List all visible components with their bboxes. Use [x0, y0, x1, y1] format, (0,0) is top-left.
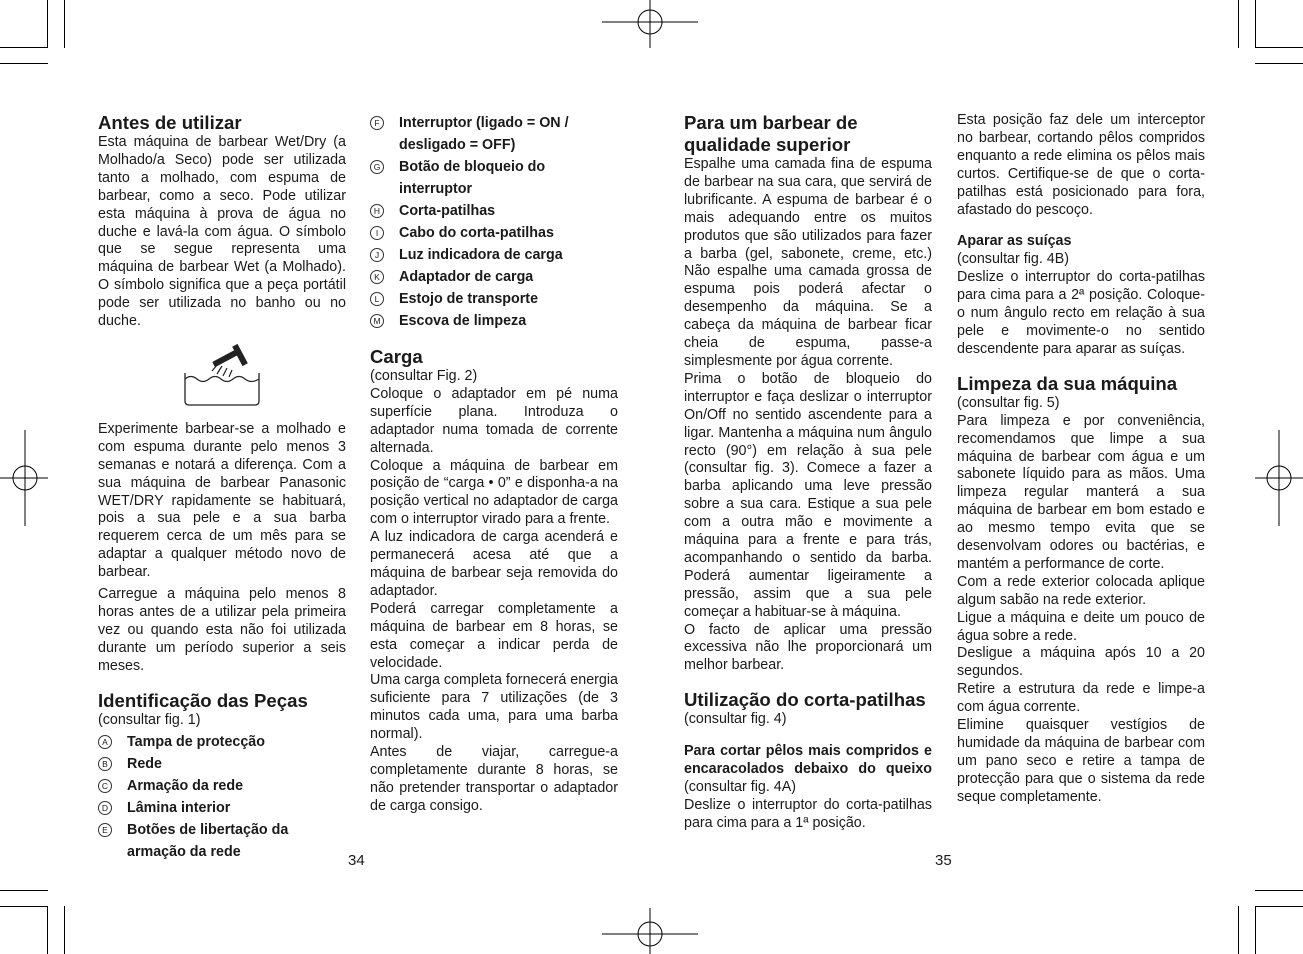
paragraph: Espalhe uma camada fina de espuma de barbear na sua cara, que servirá de lubrificante. A espuma de barbear é o mais adequando entre os muitos produtos que são utilizados para fazer a barba (gel, sabonete, creme, etc.) Não espalhe uma camada grossa de espuma pois poderá afectar o desempenho da máquina. Se a cabeça da máquina de barbear ficar cheia de espuma, passe-a simplesmente por água corrente. — [684, 156, 932, 369]
circled-letter: A — [98, 735, 112, 749]
list-item — [98, 731, 346, 753]
list-item — [370, 244, 618, 266]
paragraph: Retire a estrutura da rede e limpe-a com água corrente. — [957, 681, 1205, 716]
heading-antes-de-utilizar: Antes de utilizar — [98, 112, 242, 133]
crop-mark-icon — [47, 906, 48, 954]
paragraph: Esta posição faz dele um interceptor no barbear, cortando pêlos compridos enquanto a rede elimina os pêlos mais curtos. Certifique-se de que o corta-patilhas está posicionado para fora, afastado do pescoço. — [957, 112, 1205, 218]
figure-reference: (consultar fig. 1) — [98, 711, 201, 728]
page-number-right: 35 — [935, 852, 952, 869]
crop-mark-icon — [47, 0, 48, 48]
circled-letter: G — [370, 160, 384, 174]
paragraph: Ligue a máquina e deite um pouco de água sobre a rede. — [957, 609, 1205, 644]
crop-mark-icon — [1255, 906, 1256, 954]
list-item — [370, 112, 618, 156]
crop-mark-icon — [1255, 47, 1303, 48]
circled-letter: F — [370, 116, 384, 130]
figure-reference: (consultar fig. 4A) — [684, 779, 797, 795]
registration-mark-icon — [602, 908, 698, 954]
part-label: Escova de limpeza — [399, 313, 527, 329]
part-label: Interruptor (ligado = ON / desligado = OFF) — [399, 115, 569, 153]
paragraph: Poderá carregar completamente a máquina de barbear em 8 horas, se esta começar a indicar perda de velocidade. — [370, 600, 618, 671]
subheading-paragraph — [684, 743, 932, 797]
figure-reference: (consultar fig. 4B) — [957, 251, 1070, 268]
paragraph: Deslize o interruptor do corta-patilhas para cima para a 1ª posição. — [684, 796, 932, 831]
part-label: Rede — [127, 756, 162, 773]
column-4 — [957, 112, 1205, 807]
part-label: Botões de libertação da armação da rede — [127, 822, 289, 861]
heading-corta-patilhas: Utilização do corta-patilhas — [684, 689, 926, 711]
circled-letter: C — [98, 779, 112, 793]
circled-letter: B — [98, 757, 112, 771]
list-item — [98, 775, 346, 797]
crop-mark-icon — [1255, 906, 1303, 907]
crop-mark-icon — [0, 63, 48, 64]
part-label: Adaptador de carga — [399, 269, 534, 285]
list-item — [370, 222, 618, 244]
heading-barbear-qualidade: Para um barbear de qualidade superior — [684, 112, 858, 155]
paragraph: Elimine quaisquer vestígios de humidade da máquina de barbear com um pano seco e retire a tampa de protecção para que o sistema da rede seque completamente. — [957, 717, 1205, 805]
crop-mark-icon — [0, 47, 48, 48]
crop-mark-icon — [1238, 906, 1239, 954]
list-item — [98, 819, 346, 863]
column-3 — [684, 112, 932, 833]
heading-carga: Carga — [370, 346, 423, 367]
part-label: Lâmina interior — [127, 800, 231, 817]
circled-letter: H — [370, 204, 384, 218]
heading-identificacao-pecas: Identificação das Peças — [98, 689, 308, 711]
crop-mark-icon — [1255, 63, 1303, 64]
part-label: Armação da rede — [127, 778, 244, 795]
heading-aparar-suicas: Aparar as suíças — [957, 233, 1072, 250]
circled-letter: K — [370, 270, 384, 284]
paragraph: Experimente barbear-se a molhado e com espuma durante pelo menos 3 semanas e notará a diferença. Com a sua máquina de barbear Panasonic WET/DRY rapidamente se habituará, pois a sua pele e a sua barba requerem cerca de um mês para se adaptar a qualquer método novo de barbear. — [98, 420, 346, 581]
part-label: Estojo de transporte — [399, 291, 539, 307]
wet-symbol — [98, 341, 346, 415]
circled-letter: L — [370, 292, 384, 306]
circled-letter: D — [98, 801, 112, 815]
paragraph: Antes de viajar, carregue-a completamente durante 8 horas, se não pretender transportar o adaptador de carga consigo. — [370, 744, 618, 814]
parts-list-continued — [370, 112, 618, 332]
paragraph: Carregue a máquina pelo menos 8 horas antes de a utilizar pela primeira vez ou quando esta não foi utilizada durante um período superior a seis meses. — [98, 586, 346, 674]
crop-mark-icon — [1255, 0, 1256, 48]
circled-letter: I — [370, 226, 384, 240]
column-1 — [98, 112, 346, 863]
shower-bath-icon — [177, 341, 267, 409]
figure-reference: (consultar fig. 4) — [684, 711, 787, 728]
paragraph: Coloque a máquina de barbear em posição de “carga • 0” e disponha-a na posição vertical no adaptador de carga com o interruptor virado para a frente. — [370, 457, 618, 528]
paragraph: Com a rede exterior colocada aplique algum sabão na rede exterior. — [957, 573, 1205, 608]
part-label: Tampa de protecção — [127, 734, 265, 751]
circled-letter: M — [370, 314, 384, 328]
part-label: Luz indicadora de carga — [399, 247, 563, 263]
circled-letter: E — [98, 823, 112, 837]
subheading-cortar-pelos: Para cortar pêlos mais compridos e encaracolados debaixo do queixo — [684, 743, 932, 778]
paragraph: Coloque o adaptador em pé numa superfície plana. Introduza o adaptador numa tomada de corrente alternada. — [370, 385, 618, 456]
page-number-left: 34 — [348, 852, 365, 869]
list-item — [370, 266, 618, 288]
figure-reference: (consultar fig. 5) — [957, 394, 1060, 411]
registration-mark-icon — [602, 0, 698, 48]
crop-mark-icon — [64, 0, 65, 48]
crop-mark-icon — [0, 890, 48, 891]
paragraph: Deslize o interruptor do corta-patilhas para cima para a 2ª posição. Coloque-o num ângulo recto em relação à sua pele e movimente-o no sentido descendente para aparar as suíças. — [957, 269, 1205, 357]
part-label: Botão de bloqueio do interruptor — [399, 159, 546, 197]
paragraph: A luz indicadora de carga acenderá e permanecerá acesa até que a máquina de barbear seja removida do adaptador. — [370, 529, 618, 599]
figure-reference: (consultar Fig. 2) — [370, 368, 478, 384]
circled-letter: J — [370, 248, 384, 262]
list-item — [370, 200, 618, 222]
part-label: Corta-patilhas — [399, 203, 496, 219]
parts-list — [98, 731, 346, 863]
registration-mark-icon — [1255, 430, 1303, 526]
list-item — [370, 156, 618, 200]
paragraph: Uma carga completa fornecerá energia suficiente para 7 utilizações (de 3 minutos cada uma, para uma barba normal). — [370, 672, 618, 743]
crop-mark-icon — [1238, 0, 1239, 48]
registration-mark-icon — [0, 430, 48, 526]
paragraph: Prima o botão de bloqueio do interruptor e faça deslizar o interruptor On/Off no sentido ascendente para a ligar. Mantenha a máquina num ângulo recto (90°) em relação à sua pele (consultar fig. 3). Comece a fazer a barba aplicando uma leve pressão sobre a sua cara. Estique a sua pele com a outra mão e movimente a máquina para a frente e para trás, acompanhando o sentido da barba. Poderá aumentar ligeiramente a pressão, assim que a sua pele começar a habituar-se à máquina. — [684, 370, 932, 620]
part-label: Cabo do corta-patilhas — [399, 225, 554, 241]
list-item — [370, 310, 618, 332]
list-item — [98, 753, 346, 775]
list-item — [370, 288, 618, 310]
column-2 — [370, 112, 618, 816]
paragraph: O facto de aplicar uma pressão excessiva não lhe proporcionará um melhor barbear. — [684, 621, 932, 674]
paragraph: Desligue a máquina após 10 a 20 segundos. — [957, 645, 1205, 680]
heading-limpeza: Limpeza da sua máquina — [957, 372, 1178, 394]
paragraph: Esta máquina de barbear Wet/Dry (a Molhado/a Seco) pode ser utilizada tanto a molhado, com espuma de barbear, como a seco. Pode utilizar esta máquina à prova de água no duche e lavá-la com água. O símbolo que se segue representa uma máquina de barbear Wet (a Molhado). O símbolo significa que a peça portátil pode ser utilizada no banho ou no duche. — [98, 134, 346, 330]
crop-mark-icon — [0, 906, 48, 907]
paragraph: Para limpeza e por conveniência, recomendamos que limpe a sua máquina de barbear com água e um sabonete líquido para as mãos. Uma limpeza regular manterá a sua máquina de barbear em bom estado e ao mesmo tempo evita que se desenvolvam odores ou bactérias, e mantém a performance de corte. — [957, 412, 1205, 572]
crop-mark-icon — [64, 906, 65, 954]
list-item — [98, 797, 346, 819]
crop-mark-icon — [1255, 890, 1303, 891]
